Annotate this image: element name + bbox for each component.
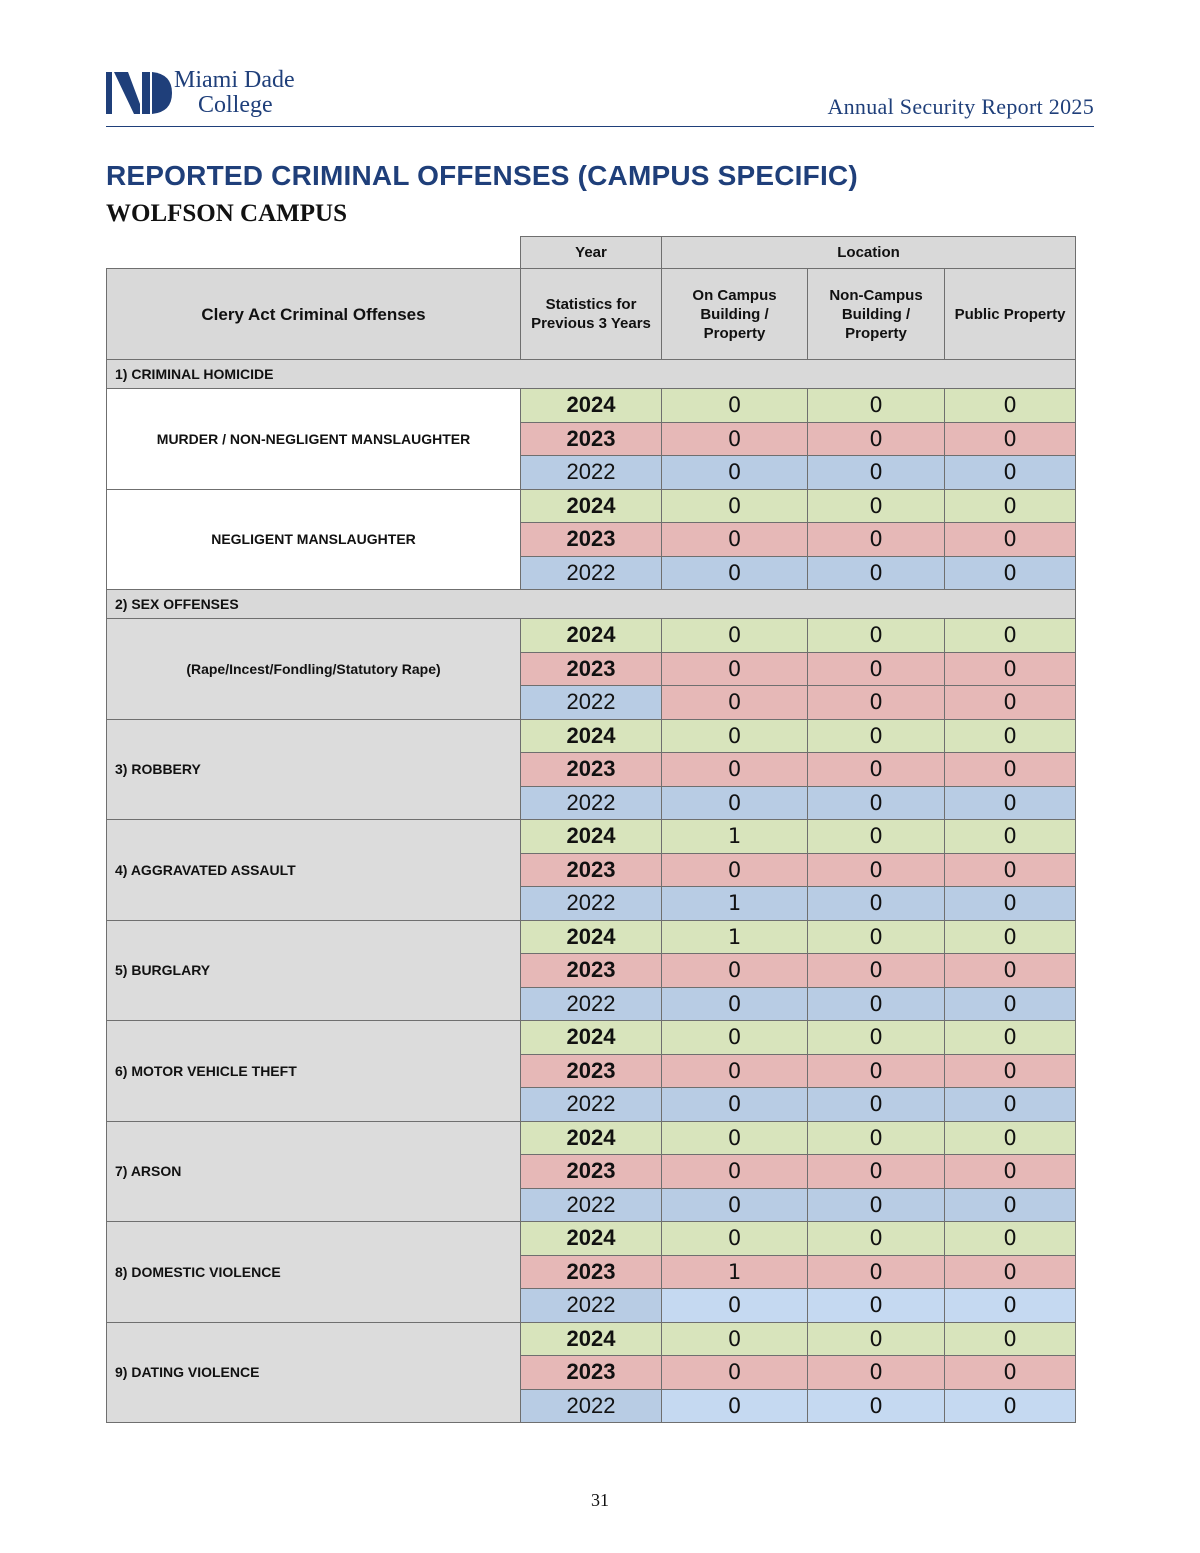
blank-corner (107, 237, 521, 269)
year-cell: 2023 (521, 422, 662, 456)
col-header-public: Public Property (945, 269, 1076, 360)
section-sex-offenses: 2) SEX OFFENSES (107, 590, 1076, 619)
year-cell: 2022 (521, 456, 662, 490)
public-property-value: 0 (945, 954, 1076, 988)
public-property-value: 0 (945, 1389, 1076, 1423)
non-campus-value: 0 (808, 619, 945, 653)
on-campus-value: 0 (662, 652, 808, 686)
non-campus-value: 0 (808, 456, 945, 490)
col-header-non-campus: Non-Campus Building / Property (808, 269, 945, 360)
public-property-value: 0 (945, 1356, 1076, 1390)
on-campus-value: 0 (662, 1021, 808, 1055)
non-campus-value: 0 (808, 523, 945, 557)
page-title: REPORTED CRIMINAL OFFENSES (CAMPUS SPECIFIC) (106, 160, 858, 191)
year-cell: 2022 (521, 1389, 662, 1423)
public-property-value: 0 (945, 1222, 1076, 1256)
on-campus-value: 0 (662, 1054, 808, 1088)
on-campus-value: 0 (662, 1222, 808, 1256)
on-campus-value: 0 (662, 556, 808, 590)
on-campus-value: 0 (662, 954, 808, 988)
campus-title: WOLFSON CAMPUS (106, 200, 347, 227)
offense-label: 4) AGGRAVATED ASSAULT (107, 820, 521, 921)
col-header-stats: Statistics for Previous 3 Years (521, 269, 662, 360)
on-campus-value: 0 (662, 456, 808, 490)
non-campus-value: 0 (808, 1088, 945, 1122)
year-cell: 2022 (521, 887, 662, 921)
on-campus-value: 0 (662, 853, 808, 887)
year-cell: 2024 (521, 1322, 662, 1356)
year-cell: 2024 (521, 719, 662, 753)
public-property-value: 0 (945, 753, 1076, 787)
year-cell: 2024 (521, 820, 662, 854)
public-property-value: 0 (945, 489, 1076, 523)
on-campus-value: 0 (662, 489, 808, 523)
on-campus-value: 0 (662, 1356, 808, 1390)
non-campus-value: 0 (808, 1389, 945, 1423)
public-property-value: 0 (945, 1088, 1076, 1122)
public-property-value: 0 (945, 1021, 1076, 1055)
year-cell: 2024 (521, 1021, 662, 1055)
page-header (106, 66, 1094, 127)
on-campus-value: 1 (662, 820, 808, 854)
offense-label: 6) MOTOR VEHICLE THEFT (107, 1021, 521, 1122)
public-property-value: 0 (945, 820, 1076, 854)
non-campus-value: 0 (808, 1155, 945, 1189)
non-campus-value: 0 (808, 686, 945, 720)
year-cell: 2022 (521, 556, 662, 590)
non-campus-value: 0 (808, 987, 945, 1021)
logo-text (174, 68, 295, 118)
non-campus-value: 0 (808, 556, 945, 590)
year-cell: 2024 (521, 1121, 662, 1155)
offense-label: 7) ARSON (107, 1121, 521, 1222)
on-campus-value: 0 (662, 1389, 808, 1423)
public-property-value: 0 (945, 719, 1076, 753)
year-cell: 2022 (521, 686, 662, 720)
public-property-value: 0 (945, 619, 1076, 653)
offense-label: 5) BURGLARY (107, 920, 521, 1021)
year-cell: 2023 (521, 1155, 662, 1189)
non-campus-value: 0 (808, 753, 945, 787)
non-campus-value: 0 (808, 719, 945, 753)
on-campus-value: 1 (662, 887, 808, 921)
logo-line-2: College (198, 92, 273, 118)
public-property-value: 0 (945, 422, 1076, 456)
crime-statistics-table (106, 236, 1076, 1423)
public-property-value: 0 (945, 686, 1076, 720)
on-campus-value: 1 (662, 920, 808, 954)
offense-label: MURDER / NON-NEGLIGENT MANSLAUGHTER (107, 389, 521, 490)
on-campus-value: 0 (662, 987, 808, 1021)
non-campus-value: 0 (808, 954, 945, 988)
offense-label: (Rape/Incest/Fondling/Statutory Rape) (107, 619, 521, 720)
non-campus-value: 0 (808, 389, 945, 423)
year-cell: 2023 (521, 523, 662, 557)
year-cell: 2022 (521, 987, 662, 1021)
on-campus-value: 0 (662, 719, 808, 753)
on-campus-value: 0 (662, 1289, 808, 1323)
section-criminal-homicide: 1) CRIMINAL HOMICIDE (107, 360, 1076, 389)
year-cell: 2024 (521, 389, 662, 423)
year-cell: 2022 (521, 1188, 662, 1222)
non-campus-value: 0 (808, 489, 945, 523)
non-campus-value: 0 (808, 786, 945, 820)
non-campus-value: 0 (808, 1054, 945, 1088)
non-campus-value: 0 (808, 887, 945, 921)
non-campus-value: 0 (808, 422, 945, 456)
public-property-value: 0 (945, 456, 1076, 490)
on-campus-value: 0 (662, 422, 808, 456)
col-header-offenses: Clery Act Criminal Offenses (107, 269, 521, 360)
public-property-value: 0 (945, 523, 1076, 557)
on-campus-value: 0 (662, 619, 808, 653)
public-property-value: 0 (945, 1322, 1076, 1356)
on-campus-value: 1 (662, 1255, 808, 1289)
on-campus-value: 0 (662, 1088, 808, 1122)
public-property-value: 0 (945, 1121, 1076, 1155)
non-campus-value: 0 (808, 820, 945, 854)
non-campus-value: 0 (808, 1255, 945, 1289)
public-property-value: 0 (945, 887, 1076, 921)
public-property-value: 0 (945, 389, 1076, 423)
public-property-value: 0 (945, 1155, 1076, 1189)
public-property-value: 0 (945, 1255, 1076, 1289)
public-property-value: 0 (945, 1188, 1076, 1222)
non-campus-value: 0 (808, 1188, 945, 1222)
logo-line-1: Miami Dade (174, 67, 295, 93)
public-property-value: 0 (945, 1289, 1076, 1323)
year-cell: 2022 (521, 786, 662, 820)
col-header-on-campus: On Campus Building / Property (662, 269, 808, 360)
year-cell: 2024 (521, 920, 662, 954)
on-campus-value: 0 (662, 523, 808, 557)
year-cell: 2023 (521, 853, 662, 887)
non-campus-value: 0 (808, 920, 945, 954)
non-campus-value: 0 (808, 1121, 945, 1155)
year-header: Year (521, 237, 662, 269)
offense-label: 9) DATING VIOLENCE (107, 1322, 521, 1423)
college-logo-icon (106, 70, 172, 116)
public-property-value: 0 (945, 652, 1076, 686)
on-campus-value: 0 (662, 1155, 808, 1189)
on-campus-value: 0 (662, 753, 808, 787)
public-property-value: 0 (945, 1054, 1076, 1088)
year-cell: 2024 (521, 1222, 662, 1256)
page-number: 31 (591, 1490, 609, 1510)
non-campus-value: 0 (808, 652, 945, 686)
on-campus-value: 0 (662, 1322, 808, 1356)
year-cell: 2023 (521, 753, 662, 787)
report-title: Annual Security Report 2025 (827, 94, 1094, 119)
public-property-value: 0 (945, 786, 1076, 820)
year-cell: 2023 (521, 1054, 662, 1088)
year-cell: 2022 (521, 1289, 662, 1323)
year-cell: 2023 (521, 1255, 662, 1289)
non-campus-value: 0 (808, 853, 945, 887)
public-property-value: 0 (945, 853, 1076, 887)
on-campus-value: 0 (662, 389, 808, 423)
year-cell: 2023 (521, 954, 662, 988)
public-property-value: 0 (945, 920, 1076, 954)
year-cell: 2023 (521, 1356, 662, 1390)
year-cell: 2022 (521, 1088, 662, 1122)
non-campus-value: 0 (808, 1289, 945, 1323)
public-property-value: 0 (945, 556, 1076, 590)
non-campus-value: 0 (808, 1222, 945, 1256)
on-campus-value: 0 (662, 786, 808, 820)
non-campus-value: 0 (808, 1356, 945, 1390)
non-campus-value: 0 (808, 1021, 945, 1055)
year-cell: 2024 (521, 619, 662, 653)
public-property-value: 0 (945, 987, 1076, 1021)
on-campus-value: 0 (662, 1121, 808, 1155)
offense-label: NEGLIGENT MANSLAUGHTER (107, 489, 521, 590)
on-campus-value: 0 (662, 686, 808, 720)
non-campus-value: 0 (808, 1322, 945, 1356)
year-cell: 2023 (521, 652, 662, 686)
on-campus-value: 0 (662, 1188, 808, 1222)
offense-label: 8) DOMESTIC VIOLENCE (107, 1222, 521, 1323)
offense-label: 3) ROBBERY (107, 719, 521, 820)
location-header: Location (662, 237, 1076, 269)
year-cell: 2024 (521, 489, 662, 523)
